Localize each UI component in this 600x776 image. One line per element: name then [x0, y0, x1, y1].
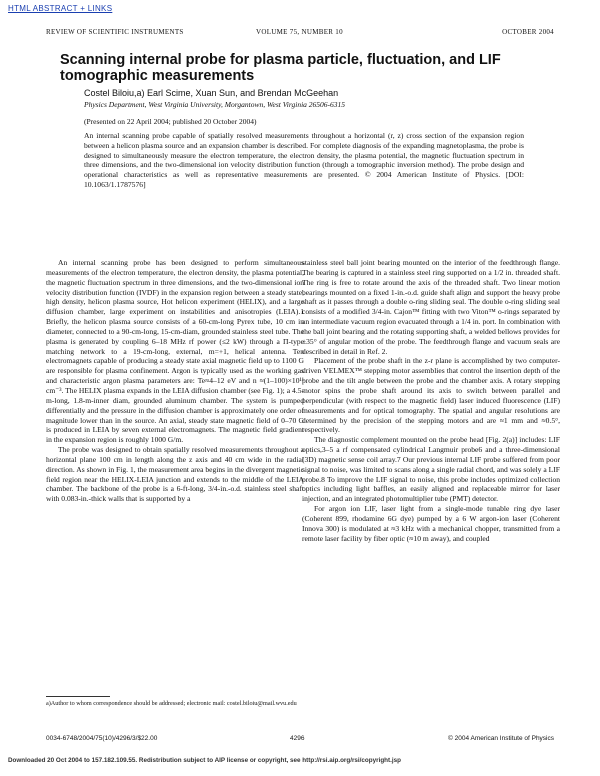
received-date: (Presented on 22 April 2004; published 20 October 2004) — [84, 117, 257, 126]
body-column-left — [46, 258, 304, 504]
abstract: An internal scanning probe capable of spatially resolved measurements throughout a horizontal (r, z) cross section of the expansion region between a helicon plasma source and an expansion chamber is described. For complete diagnosis of the expanding magnetoplasma, the probe is designed to simultaneously measure the electron temperature, the electron density, the plasma potential, the magnetic fluctuation spectrum in three dimensions, and the two-dimensional ion velocity distribution function (through a tomographic inversion method). The probe design and operational characteristics as well as representative measurements are presented. © 2004 American Institute of Physics. [DOI: 10.1063/1.1787576] — [84, 131, 524, 189]
paragraph: The probe was designed to obtain spatially resolved measurements throughout a horizontal plane 100 cm in length along the z axis and 40 cm wide in the radial direction. As shown in Fig. 1, the measurement area begins in the divergent magnetic field region near the HELIX-LEIA junction and extends to the middle of the LEIA chamber. The backbone of the probe is a 6-ft-long, 3/4-in.-o.d. stainless steel shaft with 0.083-in.-thick walls that is supported by a — [46, 445, 304, 504]
volume-number: VOLUME 75, NUMBER 10 — [256, 28, 343, 36]
paragraph: Placement of the probe shaft in the z-r plane is accomplished by two computer-driven VELMEX™ stepping motor assemblies that control the insertion depth of the probe and the tilt angle between the probe and the chamber axis. A rotary stepping motor spins the probe shaft around its axis to switch between parallel and perpendicular (with respect to the magnetic field) laser induced fluorescence (LIF) measurements and for optical tomography. The spatial and angular resolutions are determined by the precision of the stepping motors and are ≈1 mm and ≈0.5°, respectively. — [302, 356, 560, 435]
body-column-right — [302, 258, 560, 543]
paragraph: An internal scanning probe has been designed to perform simultaneous measurements of the electron temperature, the electron density, the plasma potential, the magnetic fluctuation spectrum in three dimensions, and the two-dimensional ion velocity distribution function (IVDF) in the expansion region between a steady state, high density, helicon plasma source, Hot helicon experiment (HELIX), and a large diffusion chamber, large experiment on instabilities and anisotropies (LEIA).1 Briefly, the helicon plasma source consists of a 60-cm-long Pyrex tube, 10 cm in diameter, connected to a 90-cm-long, 15-cm-diam, grounded stainless steel tube. The plasma is generated by coupling 6–18 MHz rf power (≤2 kW) through a Π-type matching network to a 19-cm-long, external, m=+1, helical antenna. Ten electromagnets capable of producing a steady state axial magnetic field up to 1100 G are responsible for plasma confinement. Argon is typically used as the working gas and characteristic argon plasma parameters are: Te≈4–12 eV and n ≈(1–100)×10¹¹ cm⁻³. The HELIX plasma expands in the LEIA diffusion chamber (see Fig. 1); a 4.5-m-long, 1.8-m-inner diam, grounded aluminum chamber. The system is pumped differentially and the pressure in the diffusion chamber is approximately one order of magnitude lower than in the source. An axial, steady state magnetic field of 0–70 G is produced in LEIA by seven external electromagnets. The magnetic field gradient in the expansion region is roughly 1000 G/m. — [46, 258, 304, 445]
paragraph: The diagnostic complement mounted on the probe head [Fig. 2(a)] includes: LIF optics,3–5 a rf compensated cylindrical Langmuir probe6 and a three-dimensional (3D) magnetic sense coil array.7 Our previous internal LIF probe suffered from poor signal to noise, was limited to scans along a single radial chord, and was solely a LIF probe.8 To improve the LIF signal to noise, this probe includes optimized collection optics including light baffles, an easily aligned and replaceable mirror for laser injection, and an integrated photomultiplier tube (PMT) detector. — [302, 435, 560, 504]
author-list: Costel Biloiu,a) Earl Scime, Xuan Sun, and Brendan McGeehan — [84, 88, 339, 98]
issn-price: 0034-6748/2004/75(10)/4296/3/$22.00 — [46, 735, 158, 742]
download-notice: Downloaded 20 Oct 2004 to 157.182.109.55. Redistribution subject to AIP license or copyright, see http://rsi.aip.org/rsi/copyright.jsp — [8, 757, 401, 764]
footnote: a)Author to whom correspondence should be addressed; electronic mail: costel.biloiu@mail.wvu.edu — [46, 700, 297, 707]
issue-date: OCTOBER 2004 — [502, 28, 554, 36]
copyright: © 2004 American Institute of Physics — [448, 735, 554, 742]
paper-title: Scanning internal probe for plasma particle, fluctuation, and LIF tomographic measurements — [60, 52, 501, 84]
footnote-divider — [46, 696, 110, 697]
html-abstract-links[interactable]: HTML ABSTRACT + LINKS — [8, 4, 113, 13]
journal-name: REVIEW OF SCIENTIFIC INSTRUMENTS — [46, 28, 184, 36]
paragraph: For argon ion LIF, laser light from a single-mode tunable ring dye laser (Coherent 899, rhodamine 6G dye) pumped by a 6 W argon-ion laser (Coherent Innova 300) is modulated at ≈3 kHz with a mechanical chopper, transmitted from a remote laser facility by fiber optic (≈10 m away), and coupled — [302, 504, 560, 543]
page-number: 4296 — [290, 735, 305, 742]
affiliation: Physics Department, West Virginia University, Morgantown, West Virginia 26506-6315 — [84, 100, 346, 109]
paragraph: stainless steel ball joint bearing mounted on the interior of the feedthrough flange. The bearing is captured in a stainless steel ring supported on a 1/2 in. threaded shaft. The ring is free to rotate around the axis of the threaded shaft. Two linear motion bearings mounted on a fixed 1-in.-o.d. guide shaft align and support the heavy probe shaft as it passes through a double o-ring sliding seal. The double o-ring sliding seal consists of a modified 3/4-in. Cajon™ fitting with two Viton™ o-rings separated by an intermediate vacuum region evacuated through a 1/4 in. port. In combination with the ball joint bearing and the rotating supporting shaft, a welded bellows provides for ±35° of angular motion of the probe. The feedthrough flange and vacuum seals are described in detail in Ref. 2. — [302, 258, 560, 356]
